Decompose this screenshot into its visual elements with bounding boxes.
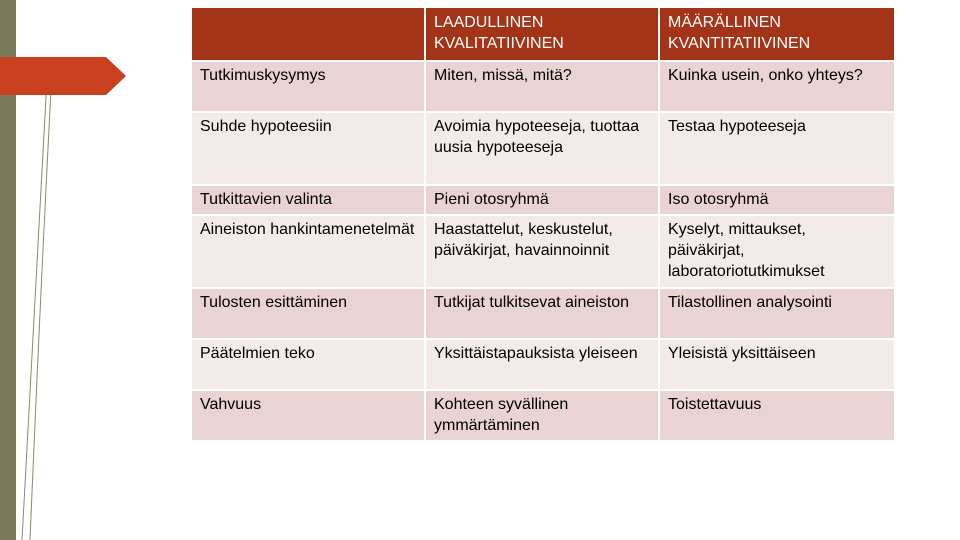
row-label: Tulosten esittäminen: [191, 288, 425, 339]
qualitative-cell: Kohteen syvällinen ymmärtäminen: [425, 390, 659, 441]
header-qualitative: LAADULLINEN KVALITATIIVINEN: [425, 7, 659, 61]
row-label: Suhde hypoteesiin: [191, 112, 425, 185]
header-quantitative: MÄÄRÄLLINEN KVANTITATIIVINEN: [659, 7, 895, 61]
quantitative-cell: Tilastollinen analysointi: [659, 288, 895, 339]
row-label: Tutkittavien valinta: [191, 185, 425, 215]
quantitative-cell: Iso otosryhmä: [659, 185, 895, 215]
table-row: [191, 390, 895, 441]
qualitative-cell: Yksittäistapauksista yleiseen: [425, 339, 659, 390]
quantitative-cell: Testaa hypoteeseja: [659, 112, 895, 185]
table-row: [191, 185, 895, 215]
qualitative-cell: Miten, missä, mitä?: [425, 61, 659, 112]
table-row: [191, 215, 895, 288]
quantitative-cell: Kuinka usein, onko yhteys?: [659, 61, 895, 112]
table-row: [191, 61, 895, 112]
table-row: [191, 112, 895, 185]
comparison-table: [190, 6, 896, 442]
arrow-pointer-icon: [0, 57, 126, 95]
quantitative-cell: Yleisistä yksittäiseen: [659, 339, 895, 390]
row-label: Vahvuus: [191, 390, 425, 441]
quantitative-cell: Toistettavuus: [659, 390, 895, 441]
qualitative-cell: Haastattelut, keskustelut, päiväkirjat, havainnoinnit: [425, 215, 659, 288]
row-label: Aineiston hankintamenetelmät: [191, 215, 425, 288]
header-corner-cell: [191, 7, 425, 61]
row-label: Tutkimuskysymys: [191, 61, 425, 112]
table-row: [191, 288, 895, 339]
qualitative-cell: Pieni otosryhmä: [425, 185, 659, 215]
quantitative-cell: Kyselyt, mittaukset, päiväkirjat, laboratoriotutkimukset: [659, 215, 895, 288]
qualitative-cell: Tutkijat tulkitsevat aineiston: [425, 288, 659, 339]
table-row: [191, 339, 895, 390]
row-label: Päätelmien teko: [191, 339, 425, 390]
table-header-row: [191, 7, 895, 61]
qualitative-cell: Avoimia hypoteeseja, tuottaa uusia hypoteeseja: [425, 112, 659, 185]
